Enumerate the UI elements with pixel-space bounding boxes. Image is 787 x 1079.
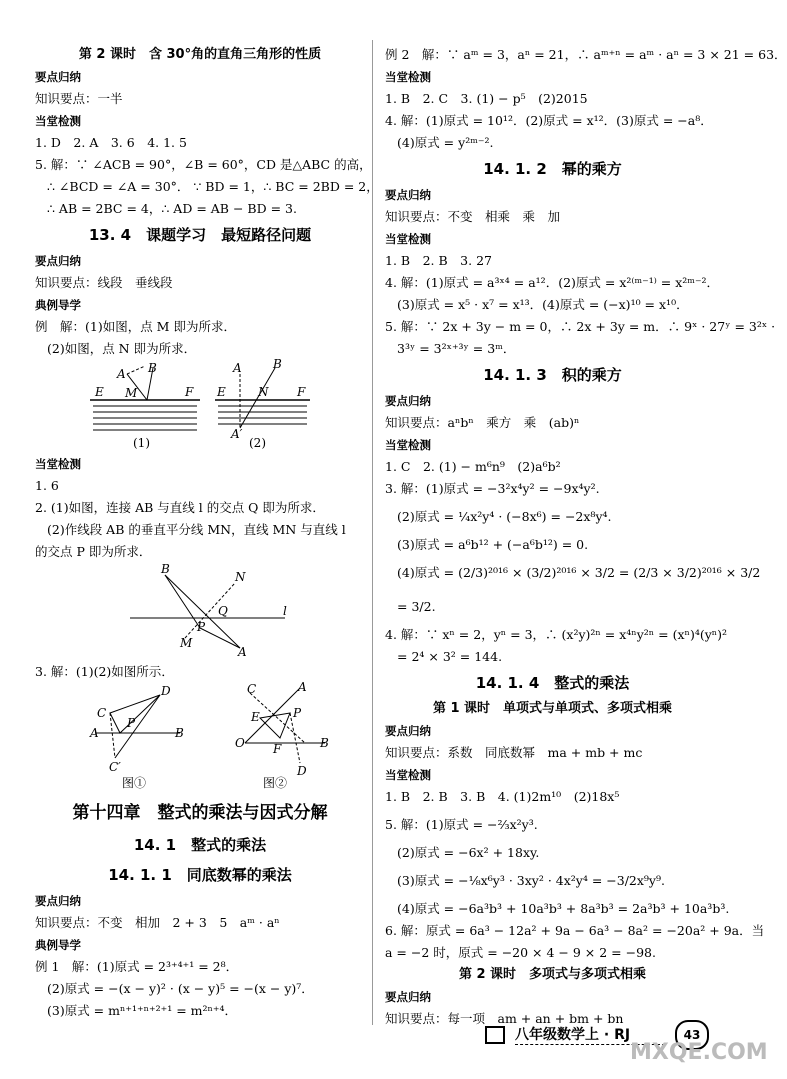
text-line: (2)作线段 AB 的垂直平分线 MN，直线 MN 与直线 l bbox=[47, 522, 346, 537]
label-e: E bbox=[251, 710, 260, 724]
book-icon bbox=[485, 1026, 505, 1044]
text-line: (3)原式 = x⁵ · x⁷ = x¹³．(4)原式 = (−x)¹⁰ = x¹⁰． bbox=[397, 297, 689, 312]
heading: 要点归纳 bbox=[385, 394, 431, 408]
text-line: 5. 解：∵ ∠ACB = 90°，∠B = 60°，CD 是△ABC 的高， bbox=[35, 157, 372, 172]
section-title: 14. 1. 4 整式的乘法 bbox=[475, 674, 630, 692]
watermark: MXQE.COM bbox=[630, 1040, 768, 1065]
label-b: B bbox=[273, 357, 282, 371]
book-title: 八年级数学上 · RJ bbox=[515, 1027, 631, 1043]
label-q: Q bbox=[218, 604, 228, 618]
label-o: O bbox=[235, 736, 245, 750]
label-a: A bbox=[238, 645, 247, 659]
text-line: (2)原式 = −(x − y)² · (x − y)⁵ = −(x − y)⁷． bbox=[47, 981, 314, 996]
section-subtitle: 第 2 课时 多项式与多项式相乘 bbox=[458, 967, 647, 982]
label-m: M bbox=[125, 386, 138, 400]
text-line: 知识要点：aⁿbⁿ 乘方 乘 (ab)ⁿ bbox=[385, 415, 580, 430]
page-number: 43 bbox=[675, 1020, 709, 1050]
text-line: 5. 解：(1)原式 = −⅔x²y³. bbox=[385, 817, 538, 832]
text-line: 1. D 2. A 3. 6 4. 1. 5 bbox=[35, 135, 187, 150]
figure-circled-1 bbox=[89, 684, 184, 790]
label-e: E bbox=[217, 385, 226, 399]
text-line: 4. 解：(1)原式 = a³ˣ⁴ = a¹²．(2)原式 = x²⁽ᵐ⁻¹⁾ = x²ᵐ⁻²． bbox=[385, 275, 720, 290]
figure-shortest-path bbox=[35, 563, 365, 658]
label-m: M bbox=[180, 636, 193, 650]
text-line: 知识要点：线段 垂线段 bbox=[35, 275, 173, 290]
chapter-title: 第十四章 整式的乘法与因式分解 bbox=[72, 803, 328, 823]
text-line: 例 2 解：∵ aᵐ = 3，aⁿ = 21，∴ aᵐ⁺ⁿ = aᵐ · aⁿ = 3 × 21 = 63． bbox=[385, 47, 787, 62]
text-line: 3³ʸ = 3²ˣ⁺³ʸ = 3ᵐ． bbox=[397, 341, 516, 356]
label-b: B bbox=[320, 736, 329, 750]
text-line: = 2⁴ × 3² = 144. bbox=[397, 649, 503, 664]
label-d: D bbox=[297, 764, 307, 778]
label-e: E bbox=[95, 385, 104, 399]
figure-caption: 图① bbox=[122, 776, 147, 790]
label-a: A bbox=[117, 367, 126, 381]
label-p: P bbox=[127, 716, 136, 730]
text-line: 知识要点：不变 相加 2 + 3 5 aᵐ · aⁿ bbox=[35, 915, 280, 930]
heading: 当堂检测 bbox=[35, 457, 81, 471]
text-line: 的交点 P 即为所求． bbox=[35, 544, 152, 559]
text-line: 1. B 2. B 3. B 4. (1)2m¹⁰ (2)18x⁵ bbox=[385, 789, 620, 804]
label-n: N bbox=[235, 570, 246, 584]
heading: 要点归纳 bbox=[35, 894, 81, 908]
label-b: B bbox=[148, 361, 157, 375]
label-a: A bbox=[233, 361, 242, 375]
label-n: N bbox=[258, 385, 269, 399]
section-title: 14. 1 整式的乘法 bbox=[133, 836, 267, 854]
label-p: P bbox=[197, 620, 206, 634]
heading: 典例导学 bbox=[35, 298, 81, 312]
text-line: 知识要点：一半 bbox=[35, 91, 123, 106]
heading: 当堂检测 bbox=[385, 70, 431, 84]
right-column bbox=[385, 44, 787, 1030]
text-line: 1. B 2. B 3. 27 bbox=[385, 253, 492, 268]
left-column bbox=[35, 44, 379, 1022]
figure-circled-2 bbox=[235, 680, 329, 790]
label-a: A bbox=[298, 680, 307, 694]
text-line: (4)原式 = (2/3)²⁰¹⁶ × (3/2)²⁰¹⁶ × 3/2 = (2/3 × 3/2)²⁰¹⁶ × 3/2 bbox=[397, 565, 761, 580]
text-line: (3)原式 = −⅛x⁶y³ · 3xy² · 4x²y⁴ = −3/2x⁹y⁹. bbox=[397, 873, 665, 888]
label-c: C bbox=[247, 682, 257, 696]
label-d: D bbox=[161, 684, 171, 698]
heading: 当堂检测 bbox=[385, 438, 431, 452]
label-c: C bbox=[97, 706, 107, 720]
label-f: F bbox=[185, 385, 194, 399]
section-title: 14. 1. 3 积的乘方 bbox=[483, 366, 622, 384]
text-line: 1. C 2. (1) − m⁶n⁹ (2)a⁶b² bbox=[385, 459, 561, 474]
section-title: 14. 1. 1 同底数幂的乘法 bbox=[108, 866, 292, 884]
heading: 要点归纳 bbox=[385, 724, 431, 738]
label-p: P bbox=[293, 706, 302, 720]
text-line: (3)原式 = mⁿ⁺¹⁺ⁿ⁺²⁺¹ = m²ⁿ⁺⁴． bbox=[47, 1003, 238, 1018]
section-title: 14. 1. 2 幂的乘方 bbox=[483, 160, 622, 178]
label-a: A bbox=[90, 726, 99, 740]
text-line: 知识要点：系数 同底数幂 ma + mb + mc bbox=[385, 745, 643, 760]
figure-caption: (1) bbox=[133, 436, 150, 450]
text-line: 4. 解：(1)原式 = 10¹²．(2)原式 = x¹²．(3)原式 = −a⁸． bbox=[385, 113, 713, 128]
heading: 典例导学 bbox=[35, 938, 81, 952]
text-line: 知识要点：每一项 am + an + bm + bn bbox=[385, 1011, 624, 1026]
text-line: ∴ AB = 2BC = 4，∴ AD = AB − BD = 3. bbox=[47, 201, 297, 216]
text-line: a = −2 时，原式 = −20 × 4 − 9 × 2 = −98. bbox=[385, 945, 656, 960]
figure-caption: 图② bbox=[263, 776, 288, 790]
label-c-prime: C′ bbox=[109, 760, 121, 774]
text-line: = 3/2. bbox=[397, 599, 436, 614]
text-line: 3. 解：(1)原式 = −3²x⁴y² = −9x⁴y². bbox=[385, 481, 600, 496]
text-line: (2)原式 = ¼x²y⁴ · (−8x⁶) = −2x⁸y⁴. bbox=[397, 509, 612, 524]
text-line: 1. B 2. C 3. (1) − p⁵ (2)2015 bbox=[385, 91, 588, 106]
heading: 当堂检测 bbox=[385, 232, 431, 246]
text-line: (4)原式 = y²ᵐ⁻². bbox=[397, 135, 494, 150]
text-line: 1. 6 bbox=[35, 478, 59, 493]
text-line: 4. 解：∵ xⁿ = 2，yⁿ = 3，∴ (x²y)²ⁿ = x⁴ⁿy²ⁿ = (xⁿ)⁴(yⁿ)² bbox=[385, 627, 728, 642]
label-f: F bbox=[297, 385, 306, 399]
text-line: 5. 解：∵ 2x + 3y − m = 0，∴ 2x + 3y = m．∴ 9ˣ · 27ʸ = 3²ˣ · bbox=[385, 319, 776, 334]
figure-circled-1-2 bbox=[35, 680, 365, 793]
text-line: 3. 解：(1)(2)如图所示． bbox=[35, 664, 174, 679]
heading: 要点归纳 bbox=[385, 990, 431, 1004]
section-title: 13. 4 课题学习 最短路径问题 bbox=[88, 226, 312, 244]
heading: 要点归纳 bbox=[385, 188, 431, 202]
label-b: B bbox=[175, 726, 184, 740]
label-a-prime: A′ bbox=[231, 427, 243, 441]
label-b: B bbox=[161, 562, 170, 576]
figure-reflection-1-2 bbox=[35, 357, 365, 450]
text-line: 例 解：(1)如图，点 M 即为所求． bbox=[35, 319, 236, 334]
text-line: 2. (1)如图，连接 AB 与直线 l 的交点 Q 即为所求． bbox=[35, 500, 325, 515]
heading: 要点归纳 bbox=[35, 254, 81, 268]
text-line: 例 1 解：(1)原式 = 2³⁺⁴⁺¹ = 2⁸． bbox=[35, 959, 239, 974]
section-subtitle: 第 1 课时 单项式与单项式、多项式相乘 bbox=[432, 701, 673, 716]
label-f: F bbox=[273, 742, 282, 756]
heading: 要点归纳 bbox=[35, 70, 81, 84]
text-line: (3)原式 = a⁶b¹² + (−a⁶b¹²) = 0. bbox=[397, 537, 589, 552]
heading: 当堂检测 bbox=[385, 768, 431, 782]
text-line: (4)原式 = −6a³b³ + 10a³b³ + 8a³b³ = 2a³b³ + 10a³b³. bbox=[397, 901, 730, 916]
figure-caption: (2) bbox=[249, 436, 266, 450]
text-line: ∴ ∠BCD = ∠A = 30°． ∵ BD = 1，∴ BC = 2BD = 2， bbox=[47, 179, 379, 194]
heading: 当堂检测 bbox=[35, 114, 81, 128]
text-line: (2)原式 = −6x² + 18xy. bbox=[397, 845, 540, 860]
text-line: 知识要点：不变 相乘 乘 加 bbox=[385, 209, 561, 224]
text-line: 6. 解：原式 = 6a³ − 12a² + 9a − 6a³ − 8a² = −20a² + 9a．当 bbox=[385, 923, 765, 938]
figure-2 bbox=[215, 357, 310, 450]
figure-1 bbox=[90, 361, 200, 450]
section-title: 第 2 课时 含 30°角的直角三角形的性质 bbox=[78, 47, 322, 62]
text-line: (2)如图，点 N 即为所求． bbox=[47, 341, 197, 356]
label-l: l bbox=[283, 604, 287, 618]
